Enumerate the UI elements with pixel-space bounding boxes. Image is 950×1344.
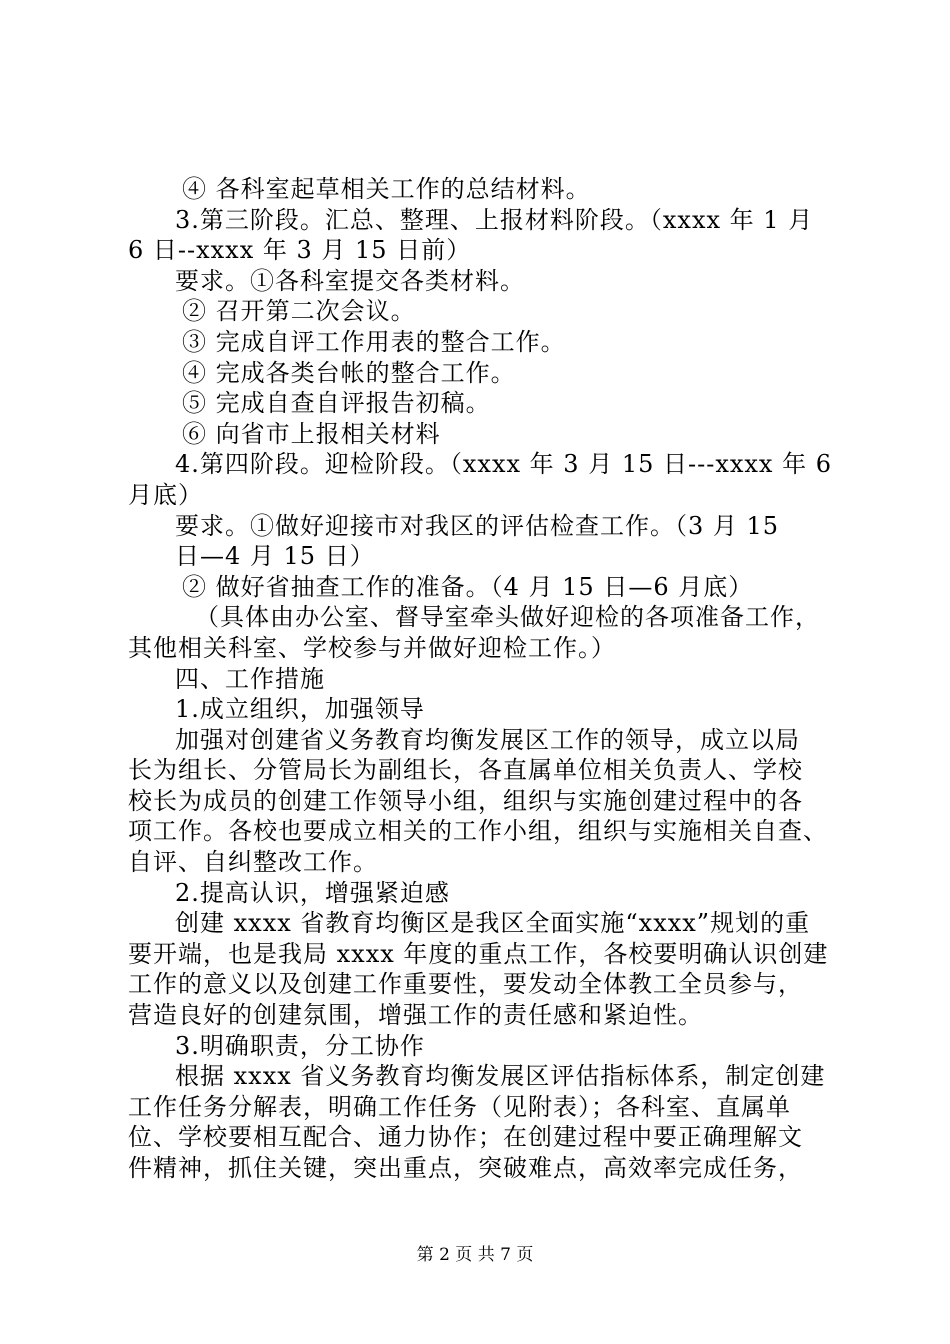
text-line: 3.第三阶段。汇总、整理、上报材料阶段。（xxxx 年 1 月: [175, 205, 814, 234]
page-number-footer: 第 2 页 共 7 页: [416, 1245, 534, 1265]
text-line: 创建 xxxx 省教育均衡区是我区全面实施“xxxx”规划的重: [175, 909, 811, 938]
text-line: 自评、自纠整改工作。: [128, 848, 378, 877]
text-line: ② 召开第二次会议。: [182, 297, 416, 326]
text-line: 4.第四阶段。迎检阶段。（xxxx 年 3 月 15 日---xxxx 年 6: [175, 450, 832, 479]
text-line: 长为组长、分管局长为副组长，各直属单位相关负责人、学校: [128, 756, 803, 785]
subsection-heading: 3.明确职责，分工协作: [175, 1031, 425, 1060]
text-line: ④ 完成各类台帐的整合工作。: [182, 358, 516, 387]
text-line: （具体由办公室、督导室牵头做好迎检的各项准备工作，: [195, 603, 820, 632]
subsection-heading: 2.提高认识，增强紧迫感: [175, 878, 450, 907]
text-line: 工作任务分解表，明确工作任务（见附表）；各科室、直属单: [128, 1092, 791, 1121]
text-line: ⑤ 完成自查自评报告初稿。: [182, 389, 491, 418]
text-line: 位、学校要相互配合、通力协作；在创建过程中要正确理解文: [128, 1123, 803, 1152]
text-line: 项工作。各校也要成立相关的工作小组，组织与实施相关自查、: [128, 817, 828, 846]
text-line: 件精神，抓住关键，突出重点，突破难点，高效率完成任务，: [128, 1154, 803, 1182]
text-line: ② 做好省抽查工作的准备。（4 月 15 日—6 月底）: [182, 572, 754, 601]
document-body: [128, 174, 848, 1184]
text-line: 营造良好的创建氛围，增强工作的责任感和紧迫性。: [128, 1001, 703, 1030]
text-line: 工作的意义以及创建工作重要性，要发动全体教工全员参与，: [128, 970, 803, 999]
text-line: ⑥ 向省市上报相关材料: [182, 419, 441, 448]
text-line: 6 日--xxxx 年 3 月 15 日前）: [128, 236, 472, 265]
text-line: 校长为成员的创建工作领导小组，组织与实施创建过程中的各: [128, 786, 803, 815]
text-line: 加强对创建省义务教育均衡发展区工作的领导，成立以局: [175, 725, 800, 754]
text-line: 其他相关科室、学校参与并做好迎检工作。）: [128, 633, 616, 662]
text-line: ③ 完成自评工作用表的整合工作。: [182, 327, 566, 356]
text-line: ④ 各科室起草相关工作的总结材料。: [182, 175, 591, 203]
text-line: 月底）: [128, 480, 203, 509]
section-heading: 四、工作措施: [175, 664, 325, 693]
text-line: 根据 xxxx 省义务教育均衡发展区评估指标体系，制定创建: [175, 1062, 826, 1091]
subsection-heading: 1.成立组织，加强领导: [175, 695, 425, 724]
text-line: 要求。①做好迎接市对我区的评估检查工作。（3 月 15: [175, 511, 780, 540]
text-line: 要开端，也是我局 xxxx 年度的重点工作，各校要明确认识创建: [128, 939, 829, 968]
text-line: 日—4 月 15 日）: [175, 542, 375, 571]
text-line: 要求。①各科室提交各类材料。: [175, 266, 525, 295]
